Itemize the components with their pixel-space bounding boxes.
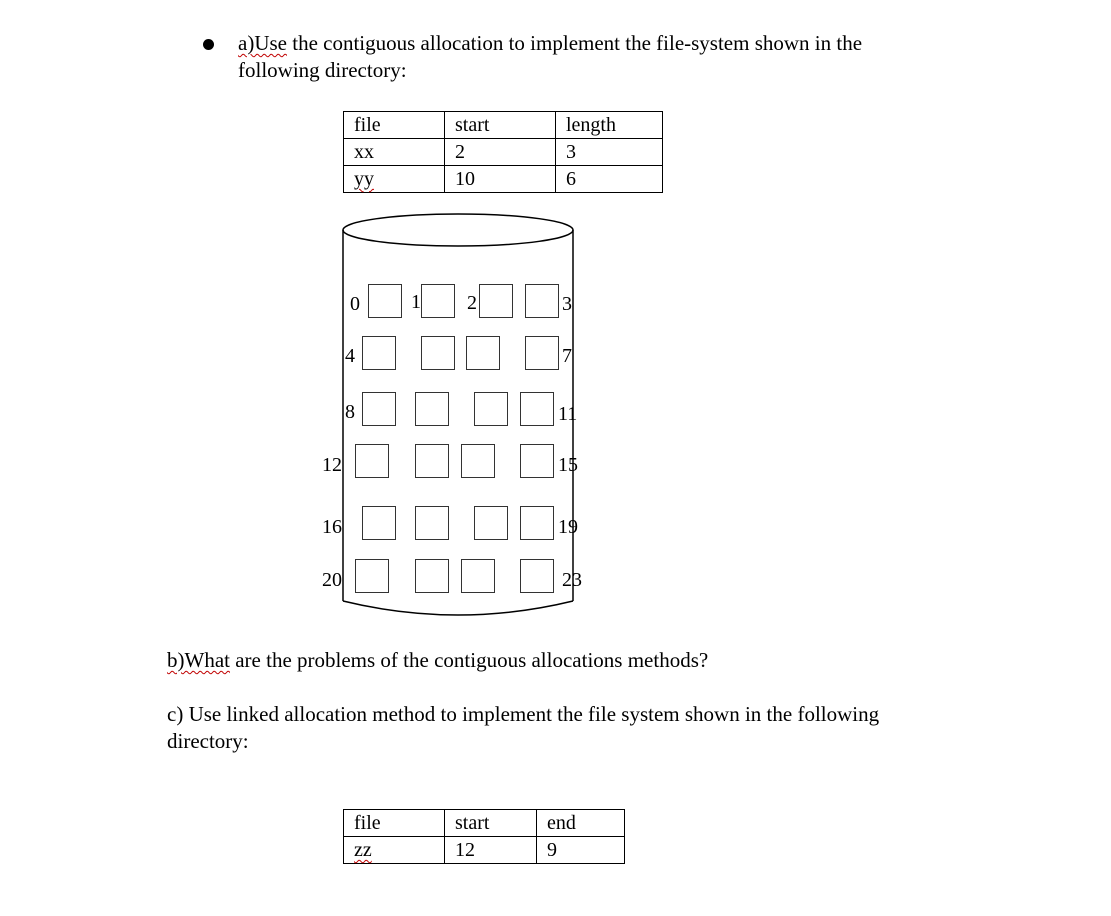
disk-block-5 <box>421 336 455 370</box>
block-label-8: 8 <box>345 401 355 423</box>
disk-block-1 <box>421 284 455 318</box>
disk-block-2 <box>479 284 513 318</box>
disk-block-19 <box>520 506 554 540</box>
disk-block-6 <box>466 336 500 370</box>
table-row <box>344 837 625 864</box>
disk-block-21 <box>415 559 449 593</box>
disk-block-20 <box>355 559 389 593</box>
disk-block-23 <box>520 559 554 593</box>
disk-block-12 <box>355 444 389 478</box>
table-cell: 12 <box>445 837 537 864</box>
directory-table-2 <box>343 809 625 864</box>
table-header-cell: file <box>344 810 445 837</box>
table-row <box>344 166 663 193</box>
part-a-line-1 <box>238 30 862 57</box>
block-label-7: 7 <box>562 345 572 367</box>
disk-block-17 <box>415 506 449 540</box>
part-c-line-1: c) Use linked allocation method to implement the file system shown in the following <box>167 702 880 726</box>
block-label-11: 11 <box>558 403 578 425</box>
block-label-2: 2 <box>467 292 477 314</box>
table-cell: 6 <box>556 166 663 193</box>
block-label-15: 15 <box>558 454 578 476</box>
block-label-12: 12 <box>322 454 342 476</box>
block-label-23: 23 <box>562 569 582 591</box>
table-cell: xx <box>344 139 445 166</box>
directory-table-1 <box>343 111 663 193</box>
disk-block-10 <box>474 392 508 426</box>
table-header-row <box>344 810 625 837</box>
disk-block-8 <box>362 392 396 426</box>
table-header-cell: length <box>556 112 663 139</box>
table-header-cell: file <box>344 112 445 139</box>
block-label-4: 4 <box>345 345 355 367</box>
disk-block-22 <box>461 559 495 593</box>
part-b-prefix: b)What <box>167 648 230 672</box>
bullet-icon <box>203 39 214 50</box>
table-header-cell: start <box>445 810 537 837</box>
table-cell: 10 <box>445 166 556 193</box>
table-cell: zz <box>344 837 445 864</box>
block-label-20: 20 <box>322 569 342 591</box>
part-b-rest: are the problems of the contiguous allocations methods? <box>229 648 709 672</box>
table-header-row <box>344 112 663 139</box>
block-label-1: 1 <box>411 291 421 313</box>
disk-block-16 <box>362 506 396 540</box>
part-a-line-2: following directory: <box>238 58 407 82</box>
disk-block-11 <box>520 392 554 426</box>
table-cell: 2 <box>445 139 556 166</box>
disk-block-15 <box>520 444 554 478</box>
part-a-prefix: a)Use <box>238 31 287 55</box>
disk-block-4 <box>362 336 396 370</box>
disk-block-14 <box>461 444 495 478</box>
part-b-question <box>167 647 708 674</box>
table-cell: 3 <box>556 139 663 166</box>
table-header-cell: end <box>537 810 625 837</box>
block-label-3: 3 <box>562 293 572 315</box>
block-label-19: 19 <box>558 516 578 538</box>
part-c-line-2: directory: <box>167 729 249 753</box>
disk-block-0 <box>368 284 402 318</box>
part-a-rest: the contiguous allocation to implement the file-system shown in the <box>286 31 863 55</box>
block-label-0: 0 <box>350 293 360 315</box>
disk-block-18 <box>474 506 508 540</box>
table-row <box>344 139 663 166</box>
disk-block-9 <box>415 392 449 426</box>
table-cell: yy <box>344 166 445 193</box>
disk-block-7 <box>525 336 559 370</box>
disk-block-3 <box>525 284 559 318</box>
table-cell: 9 <box>537 837 625 864</box>
disk-block-13 <box>415 444 449 478</box>
table-header-cell: start <box>445 112 556 139</box>
block-label-16: 16 <box>322 516 342 538</box>
